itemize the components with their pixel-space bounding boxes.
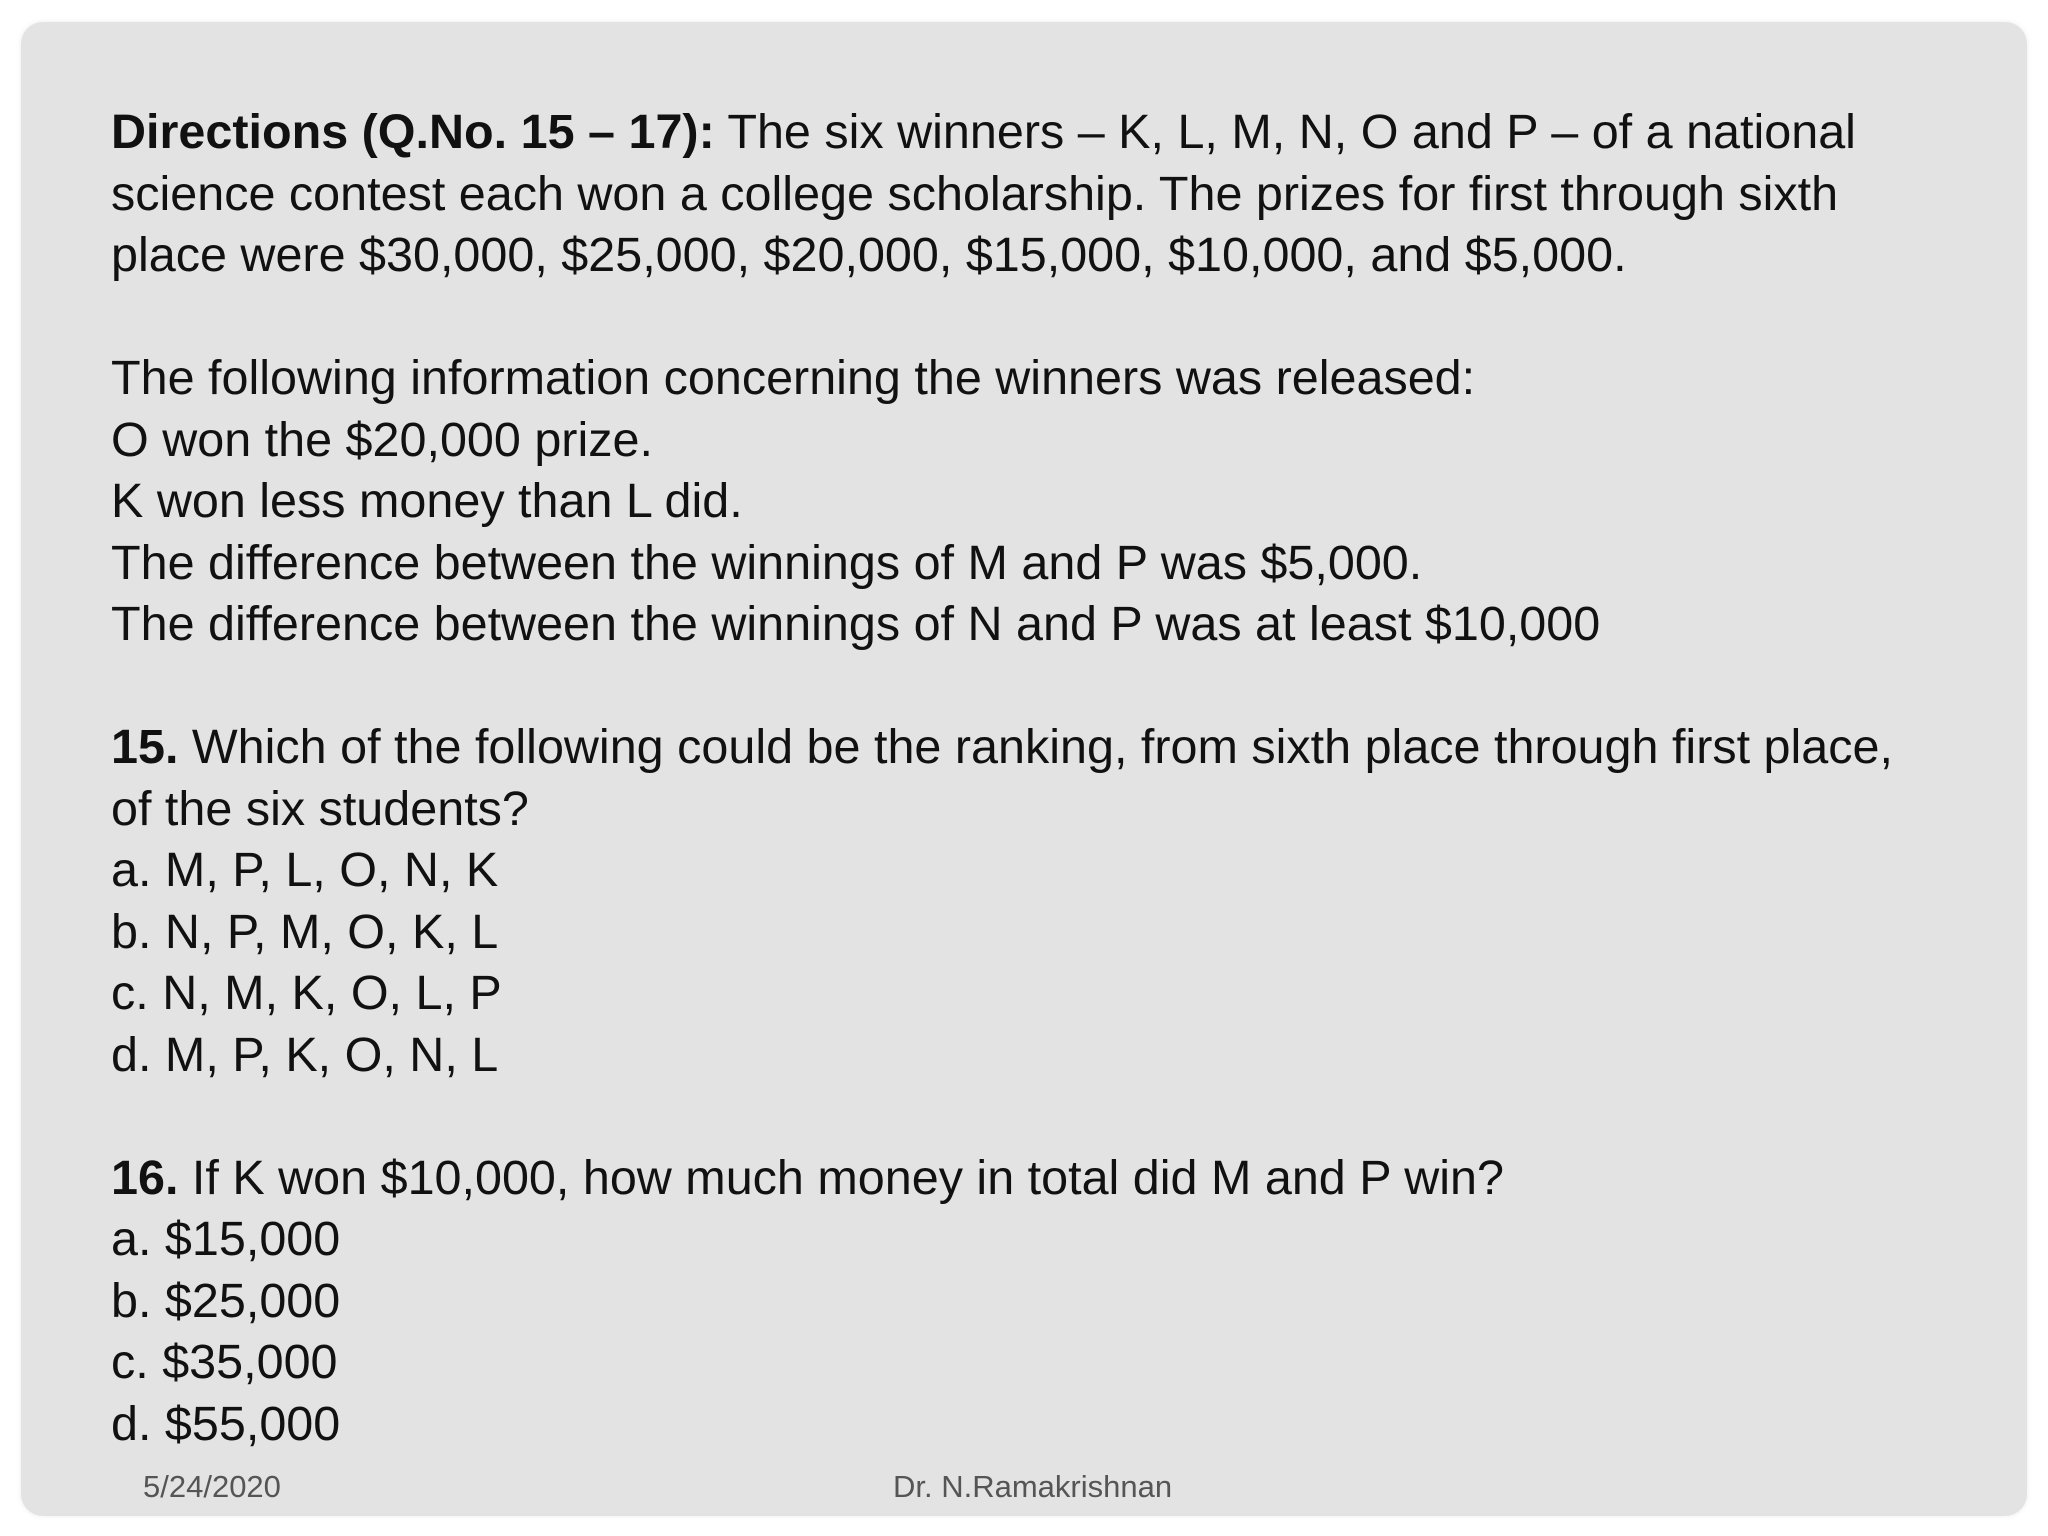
- footer-date: 5/24/2020: [143, 1469, 281, 1504]
- info-clue: The difference between the winnings of N and P was at least $10,000: [111, 597, 1601, 651]
- spacer: [111, 1086, 2011, 1148]
- q16-number: 16.: [111, 1150, 179, 1205]
- q16-option: d. $55,000: [111, 1396, 341, 1451]
- q16-question: [111, 1148, 2011, 1210]
- q15-option: a. M, P, L, O, N, K: [111, 843, 499, 897]
- directions-heading: Directions (Q.No. 15 – 17):: [111, 105, 715, 159]
- slide: [21, 22, 2027, 1516]
- info-intro: The following information concerning the winners was released:: [111, 351, 1476, 405]
- directions-line-3: place were $30,000, $25,000, $20,000, $15,000, $10,000, and $5,000.: [111, 228, 1627, 282]
- info-clue: O won the $20,000 prize.: [111, 412, 653, 467]
- slide-content: [111, 102, 2011, 1455]
- q15-option: b. N, P, M, O, K, L: [111, 904, 499, 959]
- q15-text: Which of the following could be the ranking, from sixth place through first place,: [178, 720, 1893, 774]
- q16-text: If K won $10,000, how much money in total did M and P win?: [178, 1150, 1504, 1205]
- q16-option: a. $15,000: [111, 1212, 341, 1266]
- info-clue: K won less money than L did.: [111, 474, 743, 528]
- directions-line-1: [111, 102, 2011, 164]
- info-clue: The difference between the winnings of M and P was $5,000.: [111, 535, 1423, 590]
- spacer: [111, 287, 2011, 349]
- q16-option: b. $25,000: [111, 1273, 341, 1328]
- q16-option: c. $35,000: [111, 1335, 338, 1389]
- spacer: [111, 656, 2011, 718]
- directions-line-2: science contest each won a college scholarship. The prizes for first through sixth: [111, 166, 1839, 221]
- q15-question-line-2: of the six students?: [111, 781, 529, 836]
- footer-author: Dr. N.Ramakrishnan: [893, 1469, 1173, 1504]
- q15-number: 15.: [111, 720, 179, 774]
- directions-text: The six winners – K, L, M, N, O and P – of a national: [714, 105, 1856, 159]
- q15-option: d. M, P, K, O, N, L: [111, 1027, 499, 1082]
- q15-option: c. N, M, K, O, L, P: [111, 966, 502, 1020]
- q15-question-line-1: [111, 717, 2011, 779]
